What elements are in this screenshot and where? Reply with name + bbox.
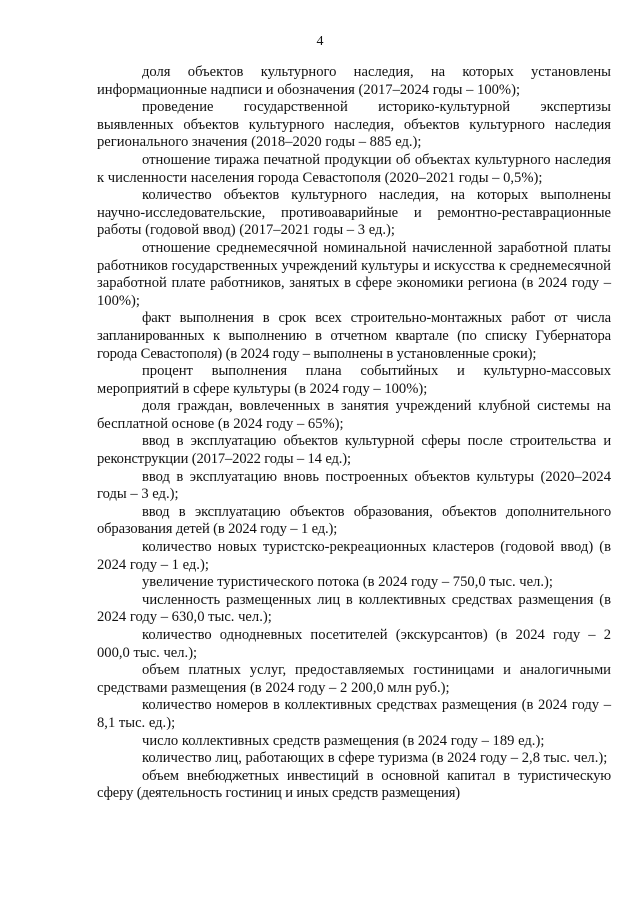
paragraph-8: доля граждан, вовлеченных в занятия учреждений клубной системы на бесплатной основе (в 2024 году – 65%);	[97, 398, 611, 432]
paragraph-17: количество номеров в коллективных средствах размещения (в 2024 году – 8,1 тыс. ед.);	[97, 697, 611, 731]
paragraph-19: количество лиц, работающих в сфере туризма (в 2024 году – 2,8 тыс. чел.);	[142, 750, 608, 767]
paragraph-12: количество новых туристско-рекреационных кластеров (годовой ввод) (в 2024 году – 1 ед.);	[97, 539, 611, 573]
document-body	[97, 64, 611, 803]
paragraph-14: численность размещенных лиц в коллективных средствах размещения (в 2024 году – 630,0 тыс. чел.);	[97, 591, 611, 626]
paragraph-5: отношение среднемесячной номинальной начисленной заработной платы работников государственных учреждений культуры и искусства к среднемесячной заработной плате работников, занятых в сфере экономики региона (в 2024 году – 100%);	[97, 239, 611, 309]
paragraph-15: количество однодневных посетителей (экскурсантов) (в 2024 году – 2 000,0 тыс. чел.);	[97, 627, 611, 661]
paragraph-7: процент выполнения плана событийных и культурно-массовых мероприятий в сфере культуры (в 2024 году – 100%);	[97, 363, 611, 397]
paragraph-11: ввод в эксплуатацию объектов образования, объектов дополнительного образования детей (в 2024 году – 1 ед.);	[97, 503, 611, 538]
paragraph-18: число коллективных средств размещения (в 2024 году – 189 ед.);	[142, 732, 545, 749]
paragraph-16: объем платных услуг, предоставляемых гостиницами и аналогичными средствами размещения (в 2024 году – 2 200,0 млн руб.);	[97, 662, 611, 696]
paragraph-1: доля объектов культурного наследия, на которых установлены информационные надписи и обозначения (2017–2024 годы – 100%);	[97, 64, 611, 98]
paragraph-2: проведение государственной историко-культурной экспертизы выявленных объектов культурного наследия, объектов культурного наследия регионального значения (2018–2020 годы – 885 ед.);	[97, 99, 611, 151]
paragraph-6: факт выполнения в срок всех строительно-монтажных работ от числа запланированных к выполнению в отчетном квартале (по списку Губернатора города Севастополя) (в 2024 году – выполнены в установленные сроки);	[97, 310, 611, 362]
paragraph-9: ввод в эксплуатацию объектов культурной сферы после строительства и реконструкции (2017–2022 годы – 14 ед.);	[97, 433, 611, 468]
page-number: 4	[316, 34, 324, 49]
paragraph-3: отношение тиража печатной продукции об объектах культурного наследия к численности населения города Севастополя (2020–2021 годы – 0,5%);	[97, 151, 611, 186]
paragraph-4: количество объектов культурного наследия, на которых выполнены научно-исследовательские, противоаварийные и ремонтно-реставрационные работы (годовой ввод) (2017–2021 годы – 3 ед.);	[97, 187, 611, 239]
paragraph-13: увеличение туристического потока (в 2024 году – 750,0 тыс. чел.);	[142, 574, 553, 591]
paragraph-20: объем внебюджетных инвестиций в основной капитал в туристическую сферу (деятельность гостиниц и иных средств размещения)	[97, 767, 611, 802]
paragraph-10: ввод в эксплуатацию вновь построенных объектов культуры (2020–2024 годы – 3 ед.);	[97, 468, 611, 503]
